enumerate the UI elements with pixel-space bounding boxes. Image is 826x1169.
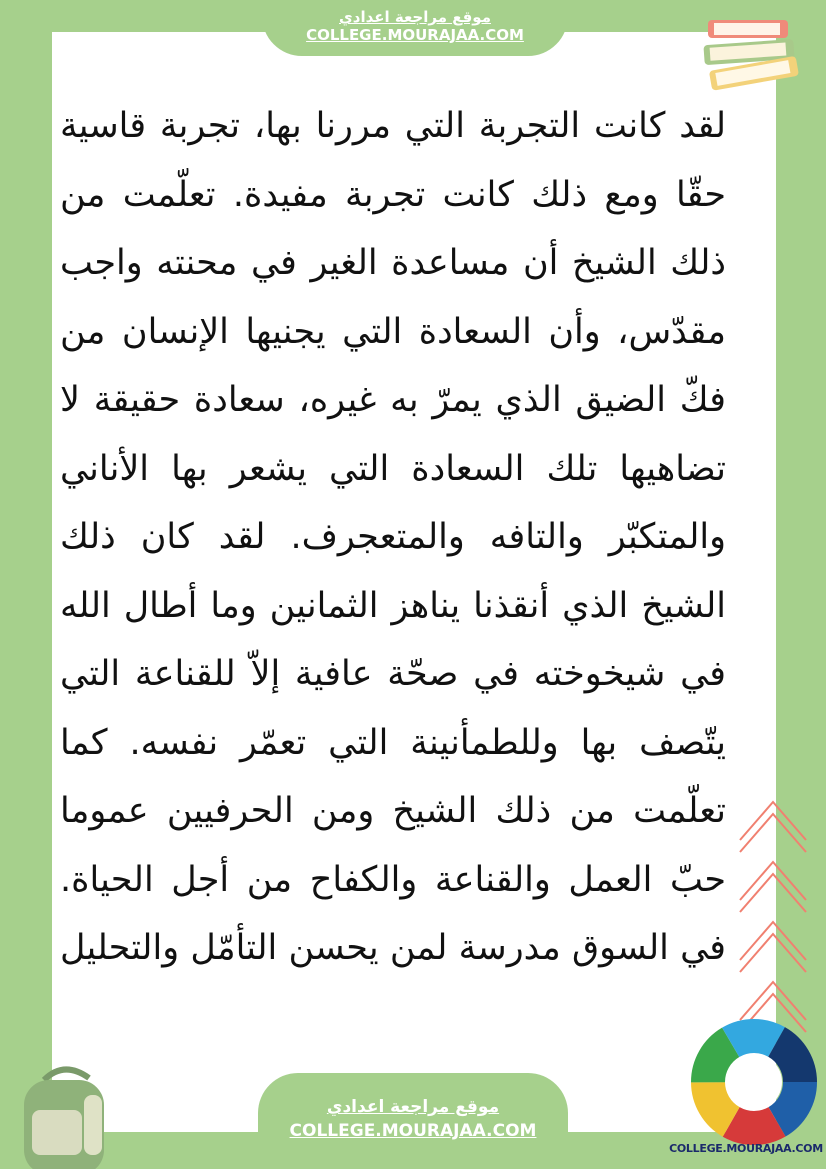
school-logo-icon [690, 1018, 818, 1146]
footer-site-name: موقع مراجعة اعدادي [326, 1097, 500, 1117]
backpack-icon [14, 1060, 114, 1169]
text-line: حبّ العمل والقناعة والكفاح من أجل الحياة. [60, 859, 726, 900]
text-line: لقد كانت التجربة التي مررنا بها، تجربة قاسية [60, 106, 726, 146]
text-line: في شيخوخته في صحّة عافية إلاّ للقناعة التي [60, 654, 726, 694]
text-line: فكّ الضيق الذي يمرّ به غيره، سعادة حقيقة لا [60, 380, 726, 420]
text-line: تعلّمت من ذلك الشيخ ومن الحرفيين عموما [60, 791, 726, 831]
text-line: يتّصف بها وللطمأنينة التي تعمّر نفسه. كما [60, 722, 726, 763]
text-line: الشيخ الذي أنقذنا يناهز الثمانين وما أطال الله [60, 585, 726, 626]
logo-text: COLLEGE.MOURAJAA.COM [669, 1142, 823, 1155]
footer-tab[interactable] [258, 1073, 568, 1169]
text-line: تضاهيها تلك السعادة التي يشعر بها الأناني [60, 448, 726, 489]
body-text [60, 92, 726, 1102]
text-line: والمتكبّر والتافه والمتعجرف. لقد كان ذلك [60, 517, 726, 557]
text-line: في السوق مدرسة لمن يحسن التأمّل والتحليل [60, 928, 726, 968]
text-line: ذلك الشيخ أن مساعدة الغير في محنته واجب [60, 243, 726, 283]
header-tab[interactable] [262, 0, 568, 56]
text-line: حقّا ومع ذلك كانت تجربة مفيدة. تعلّمت من [60, 174, 726, 215]
books-icon [700, 12, 805, 92]
header-site-url[interactable]: COLLEGE.MOURAJAA.COM [306, 26, 524, 44]
header-site-name: موقع مراجعة اعدادي [339, 8, 491, 26]
text-line: مقدّس، وأن السعادة التي يجنيها الإنسان من [60, 311, 726, 352]
footer-site-url[interactable]: COLLEGE.MOURAJAA.COM [289, 1121, 537, 1141]
